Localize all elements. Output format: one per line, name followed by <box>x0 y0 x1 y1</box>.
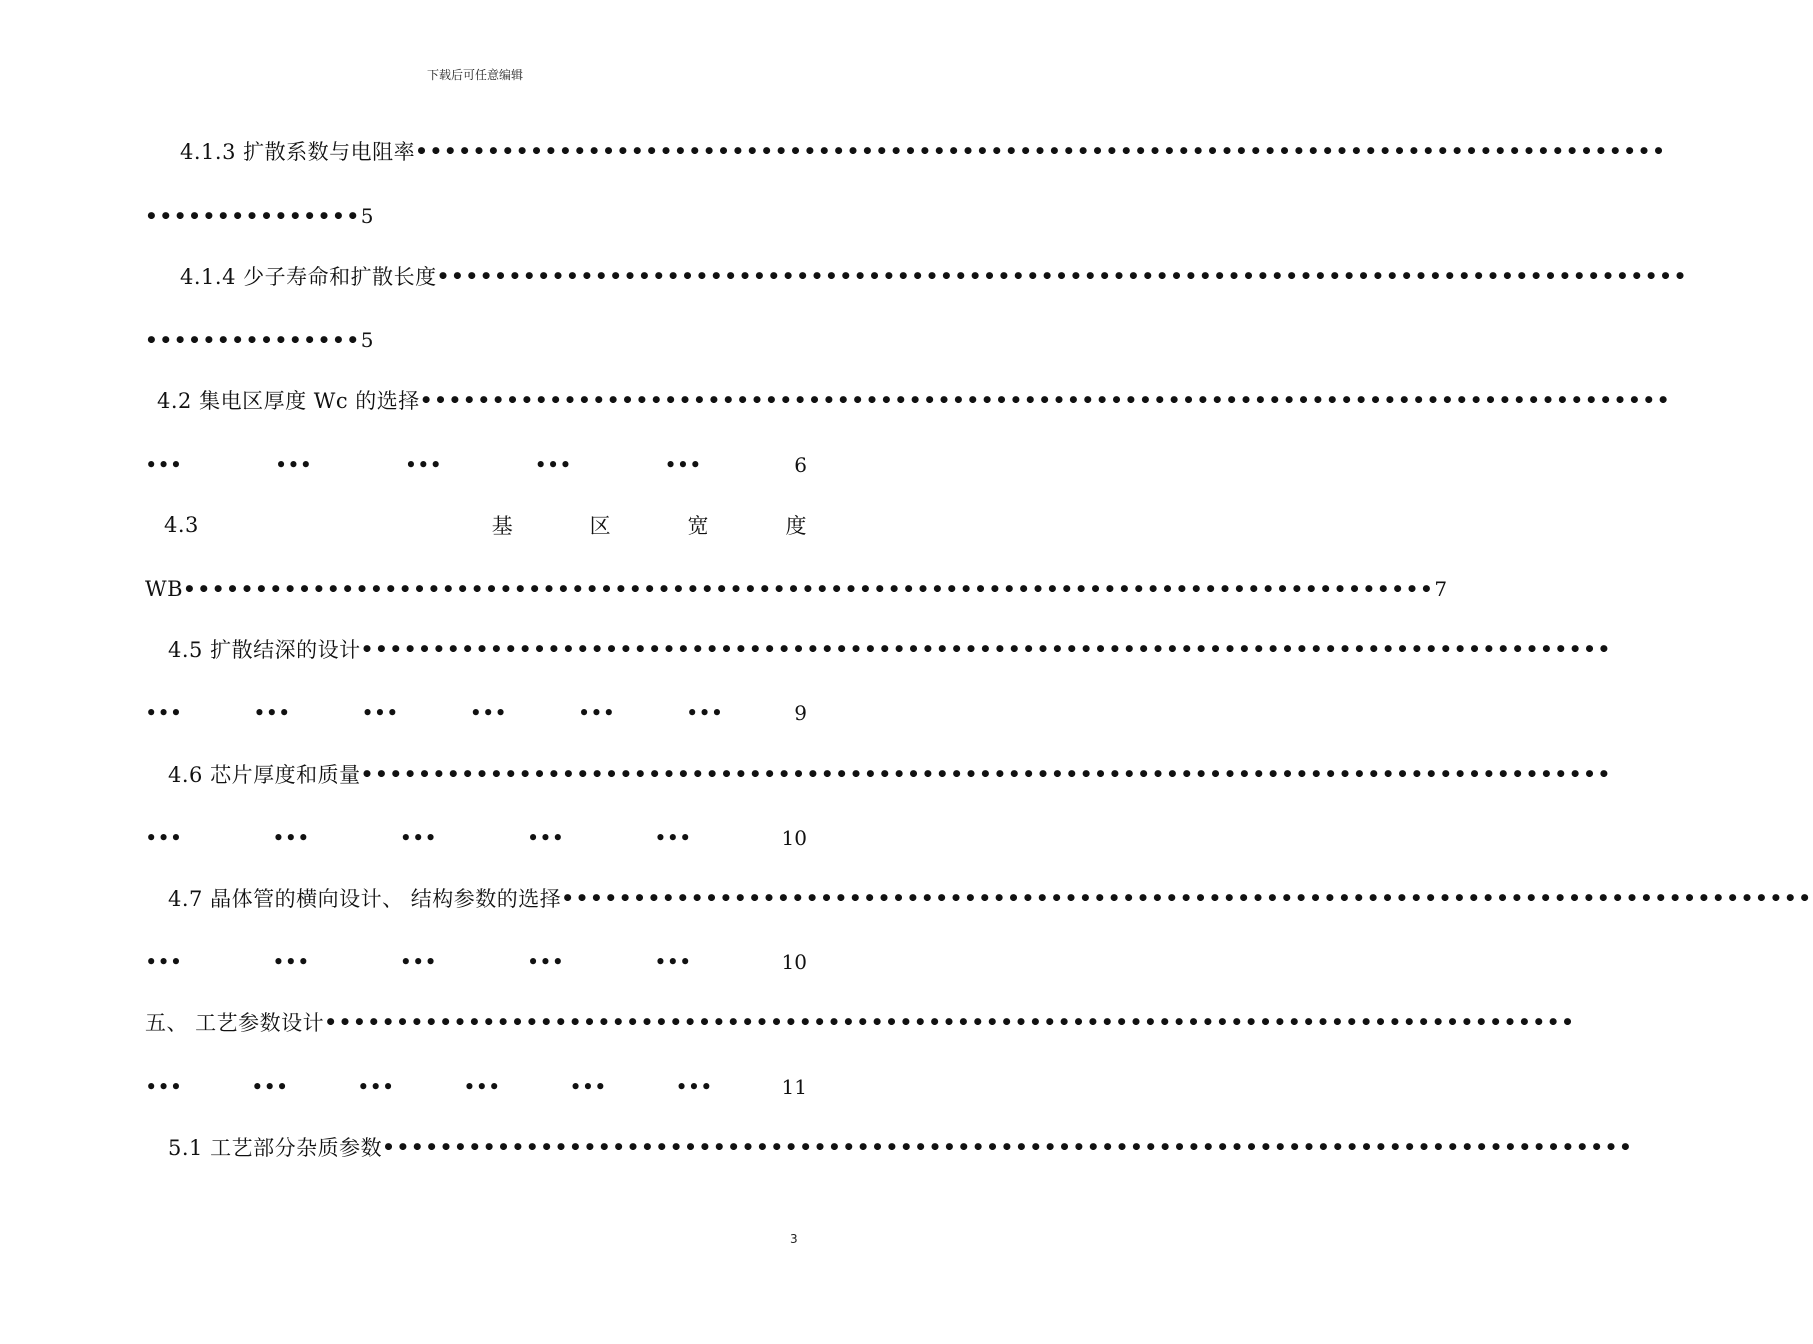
toc-dot-group: ••• <box>145 701 183 725</box>
toc-entry-label: WB <box>145 577 184 601</box>
toc-entry-label: 4.1.3 扩散系数与电阻率 <box>180 140 416 164</box>
toc-line <box>0 696 950 730</box>
toc-line <box>0 945 950 979</box>
toc-line <box>0 508 950 542</box>
toc-dot-group: ••• <box>145 826 183 850</box>
toc-dot-group: ••• <box>463 1075 501 1099</box>
toc-page-number: 7 <box>1434 577 1448 601</box>
toc-line <box>0 881 1813 915</box>
toc-dot-group: ••• <box>274 453 313 477</box>
toc-leader-dots: ••••••••••••••••••••••••••••••••••••••••••••••••••••••••••••••••••••••••••••••••••••••• <box>360 637 1612 661</box>
toc-leader-dots: ••••••••••••••••••••••••••••••••••••••••••••••••••••••••••••••••••••••••••••••••••••••• <box>561 886 1813 910</box>
toc-line <box>0 383 1672 417</box>
toc-page-number: 9 <box>794 701 807 725</box>
toc-dot-group: ••• <box>404 453 442 477</box>
toc-entry-label: 4.6 芯片厚度和质量 <box>168 763 361 787</box>
toc-line <box>0 572 1448 606</box>
toc-dot-group: ••• <box>654 826 692 850</box>
toc-entry-label: 4.7 晶体管的横向设计、 结构参数的选择 <box>168 887 562 911</box>
toc-leader-dots: ••••••••••••••••••••••••••••••••••••••••••••••••••••••••••••••••••••••••••••••••••••••• <box>183 577 1435 601</box>
toc-dot-group: ••• <box>675 1075 713 1099</box>
toc-line <box>0 632 1612 666</box>
toc-leader-dots: ••••••••••••••• <box>145 204 361 228</box>
toc-entry-label: 4.5 扩散结深的设计 <box>168 638 361 662</box>
toc-page-number: 6 <box>794 453 807 477</box>
toc-entry-label: 区 <box>589 514 612 538</box>
toc-line <box>0 1070 950 1104</box>
toc-dot-group: ••• <box>253 701 291 725</box>
toc-leader-dots: ••••••••••••••••••••••••••••••••••••••••••••••••••••••••••••••••••••••••••••••••••••••• <box>324 1010 1576 1034</box>
toc-entry-label: 4.3 <box>164 513 199 537</box>
toc-dot-group: ••• <box>654 950 692 974</box>
toc-dot-group: ••• <box>569 1075 607 1099</box>
toc-entry-label: 基 <box>491 514 514 538</box>
toc-line <box>0 134 1667 168</box>
toc-dot-group: ••• <box>251 1075 289 1099</box>
toc-entry-label: 度 <box>785 514 807 538</box>
toc-dot-group: ••• <box>577 701 615 725</box>
toc-entry-label: 4.1.4 少子寿命和扩散长度 <box>180 265 437 289</box>
toc-leader-dots: ••••••••••••••••••••••••••••••••••••••••••••••••••••••••••••••••••••••••••••••••••••••• <box>419 388 1672 412</box>
toc-dot-group: ••• <box>664 453 702 477</box>
toc-page-number: 10 <box>781 826 807 850</box>
toc-dot-group: ••• <box>272 950 310 974</box>
toc-dot-group: ••• <box>526 826 565 850</box>
toc-page-number: 5 <box>360 204 374 228</box>
toc-dot-group: ••• <box>534 453 572 477</box>
toc-page-number: 11 <box>781 1075 807 1099</box>
toc-dot-group: ••• <box>469 701 507 725</box>
toc-leader-dots: ••••••••••••••••••••••••••••••••••••••••••••••••••••••••••••••••••••••••••••••••••••••• <box>360 762 1612 786</box>
toc-line <box>0 757 1612 791</box>
toc-entry-label: 五、 工艺参数设计 <box>145 1011 325 1035</box>
toc-dot-group: ••• <box>145 1075 183 1099</box>
toc-dot-group: ••• <box>399 950 437 974</box>
toc-line <box>0 821 950 855</box>
toc-dot-group: ••• <box>272 826 310 850</box>
page-number: 3 <box>790 1232 798 1246</box>
toc-line <box>0 199 950 233</box>
toc-dot-group: ••• <box>145 453 183 477</box>
toc-dot-group: ••• <box>361 701 399 725</box>
toc-dot-group: ••• <box>526 950 565 974</box>
toc-entry-label: 宽 <box>687 514 710 538</box>
toc-dot-group: ••• <box>399 826 437 850</box>
toc-leader-dots: ••••••••••••••• <box>145 328 361 352</box>
toc-leader-dots: ••••••••••••••••••••••••••••••••••••••••••••••••••••••••••••••••••••••••••••••••••••••• <box>415 139 1667 163</box>
toc-line <box>0 448 950 482</box>
toc-dot-group: ••• <box>357 1075 395 1099</box>
toc-page-number: 5 <box>360 328 374 352</box>
page-header: 下载后可任意编辑 <box>426 68 523 82</box>
toc-leader-dots: ••••••••••••••••••••••••••••••••••••••••••••••••••••••••••••••••••••••••••••••••••••••• <box>436 264 1688 288</box>
toc-dot-group: ••• <box>686 701 724 725</box>
toc-page-number: 10 <box>781 950 807 974</box>
toc-dot-group: ••• <box>145 950 183 974</box>
toc-line <box>0 1005 1576 1039</box>
toc-entry-label: 5.1 工艺部分杂质参数 <box>168 1136 383 1160</box>
toc-leader-dots: ••••••••••••••••••••••••••••••••••••••••••••••••••••••••••••••••••••••••••••••••••••••• <box>382 1135 1634 1159</box>
toc-line <box>0 323 950 357</box>
toc-line <box>0 259 1688 293</box>
toc-entry-label: 4.2 集电区厚度 Wc 的选择 <box>157 389 420 413</box>
toc-line <box>0 1130 1634 1164</box>
